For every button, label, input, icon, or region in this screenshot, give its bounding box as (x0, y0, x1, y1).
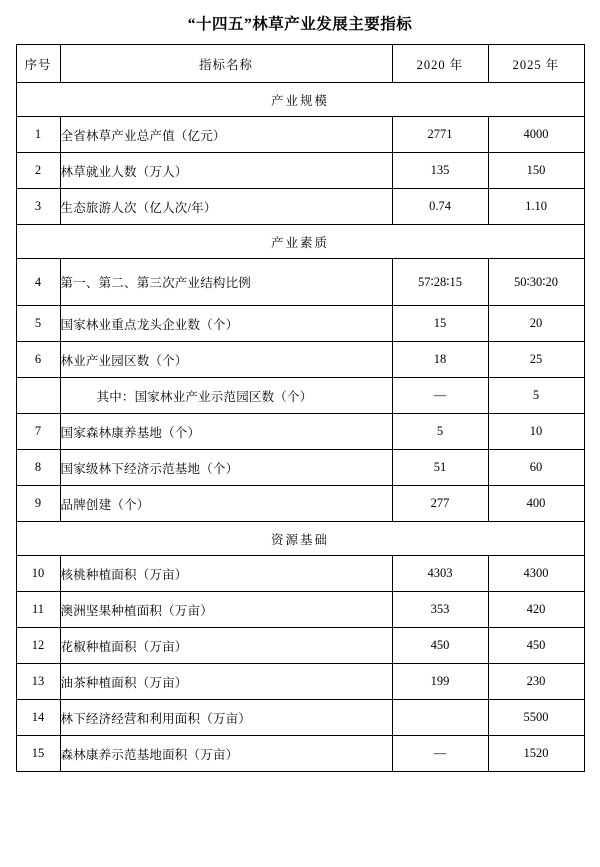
table-row (16, 189, 584, 225)
row-name: 林下经济经营和利用面积（万亩） (60, 700, 392, 736)
row-value-2020: 353 (392, 592, 488, 628)
table-row (16, 450, 584, 486)
column-header-name: 指标名称 (60, 45, 392, 83)
row-name: 核桃种植面积（万亩） (60, 556, 392, 592)
column-header-2025: 2025 年 (488, 45, 584, 83)
table-row (16, 736, 584, 772)
row-name: 林草就业人数（万人） (60, 153, 392, 189)
row-value-2020: 15 (392, 306, 488, 342)
row-index: 2 (16, 153, 60, 189)
row-name: 品牌创建（个） (60, 486, 392, 522)
table-row (16, 117, 584, 153)
section-label: 资源基础 (16, 522, 584, 556)
row-value-2025: 25 (488, 342, 584, 378)
row-name: 林业产业园区数（个） (60, 342, 392, 378)
row-value-2020: 4303 (392, 556, 488, 592)
row-name: 第一、第二、第三次产业结构比例 (60, 259, 392, 306)
row-index: 4 (16, 259, 60, 306)
table-header (16, 45, 584, 83)
row-value-2025: 400 (488, 486, 584, 522)
row-name: 全省林草产业总产值（亿元） (60, 117, 392, 153)
row-index: 11 (16, 592, 60, 628)
page-title: “十四五”林草产业发展主要指标 (187, 16, 413, 33)
row-value-2025: 10 (488, 414, 584, 450)
row-value-2025: 150 (488, 153, 584, 189)
row-value-2020: 0.74 (392, 189, 488, 225)
row-value-2020: — (392, 736, 488, 772)
row-index: 15 (16, 736, 60, 772)
row-value-2025: 1520 (488, 736, 584, 772)
row-index: 3 (16, 189, 60, 225)
column-header-2020: 2020 年 (392, 45, 488, 83)
row-index: 8 (16, 450, 60, 486)
row-name: 国家林业重点龙头企业数（个） (60, 306, 392, 342)
table-row (16, 664, 584, 700)
row-value-2020: 2771 (392, 117, 488, 153)
row-index: 6 (16, 342, 60, 378)
row-name: 油茶种植面积（万亩） (60, 664, 392, 700)
row-value-2025: 20 (488, 306, 584, 342)
row-value-2020: 18 (392, 342, 488, 378)
table-row (16, 259, 584, 306)
row-value-2020: 51 (392, 450, 488, 486)
row-value-2025: 450 (488, 628, 584, 664)
section-row (16, 522, 584, 556)
row-value-2025: 5 (488, 378, 584, 414)
table-row (16, 342, 584, 378)
table-row (16, 592, 584, 628)
row-index: 14 (16, 700, 60, 736)
indicators-table (16, 44, 585, 772)
row-name: 生态旅游人次（亿人次/年） (60, 189, 392, 225)
row-value-2025: 5500 (488, 700, 584, 736)
row-index: 7 (16, 414, 60, 450)
section-label: 产业素质 (16, 225, 584, 259)
row-index: 9 (16, 486, 60, 522)
section-row (16, 225, 584, 259)
row-value-2020: 450 (392, 628, 488, 664)
row-value-2025: 60 (488, 450, 584, 486)
row-name: 国家级林下经济示范基地（个） (60, 450, 392, 486)
row-index: 10 (16, 556, 60, 592)
row-index (16, 378, 60, 414)
row-value-2020 (392, 700, 488, 736)
table-row (16, 378, 584, 414)
table-row (16, 700, 584, 736)
row-value-2025: 50∶30∶20 (488, 259, 584, 306)
row-value-2025: 420 (488, 592, 584, 628)
row-value-2020: 199 (392, 664, 488, 700)
row-value-2020: 277 (392, 486, 488, 522)
row-value-2020: 135 (392, 153, 488, 189)
table-row (16, 414, 584, 450)
table-row (16, 153, 584, 189)
table-row (16, 486, 584, 522)
table-header-row (16, 45, 584, 83)
row-value-2020: 5 (392, 414, 488, 450)
row-value-2020: — (392, 378, 488, 414)
table-row (16, 556, 584, 592)
table-row (16, 306, 584, 342)
table-row (16, 628, 584, 664)
table-body (16, 83, 584, 772)
section-row (16, 83, 584, 117)
row-index: 13 (16, 664, 60, 700)
row-name: 国家森林康养基地（个） (60, 414, 392, 450)
row-name: 其中：国家林业产业示范园区数（个） (60, 378, 392, 414)
row-index: 12 (16, 628, 60, 664)
row-value-2025: 4000 (488, 117, 584, 153)
row-value-2020: 57∶28∶15 (392, 259, 488, 306)
column-header-index: 序号 (16, 45, 60, 83)
section-label: 产业规模 (16, 83, 584, 117)
row-name: 花椒种植面积（万亩） (60, 628, 392, 664)
row-name: 森林康养示范基地面积（万亩） (60, 736, 392, 772)
row-value-2025: 1.10 (488, 189, 584, 225)
row-name: 澳洲坚果种植面积（万亩） (60, 592, 392, 628)
row-index: 5 (16, 306, 60, 342)
row-index: 1 (16, 117, 60, 153)
row-value-2025: 4300 (488, 556, 584, 592)
row-value-2025: 230 (488, 664, 584, 700)
